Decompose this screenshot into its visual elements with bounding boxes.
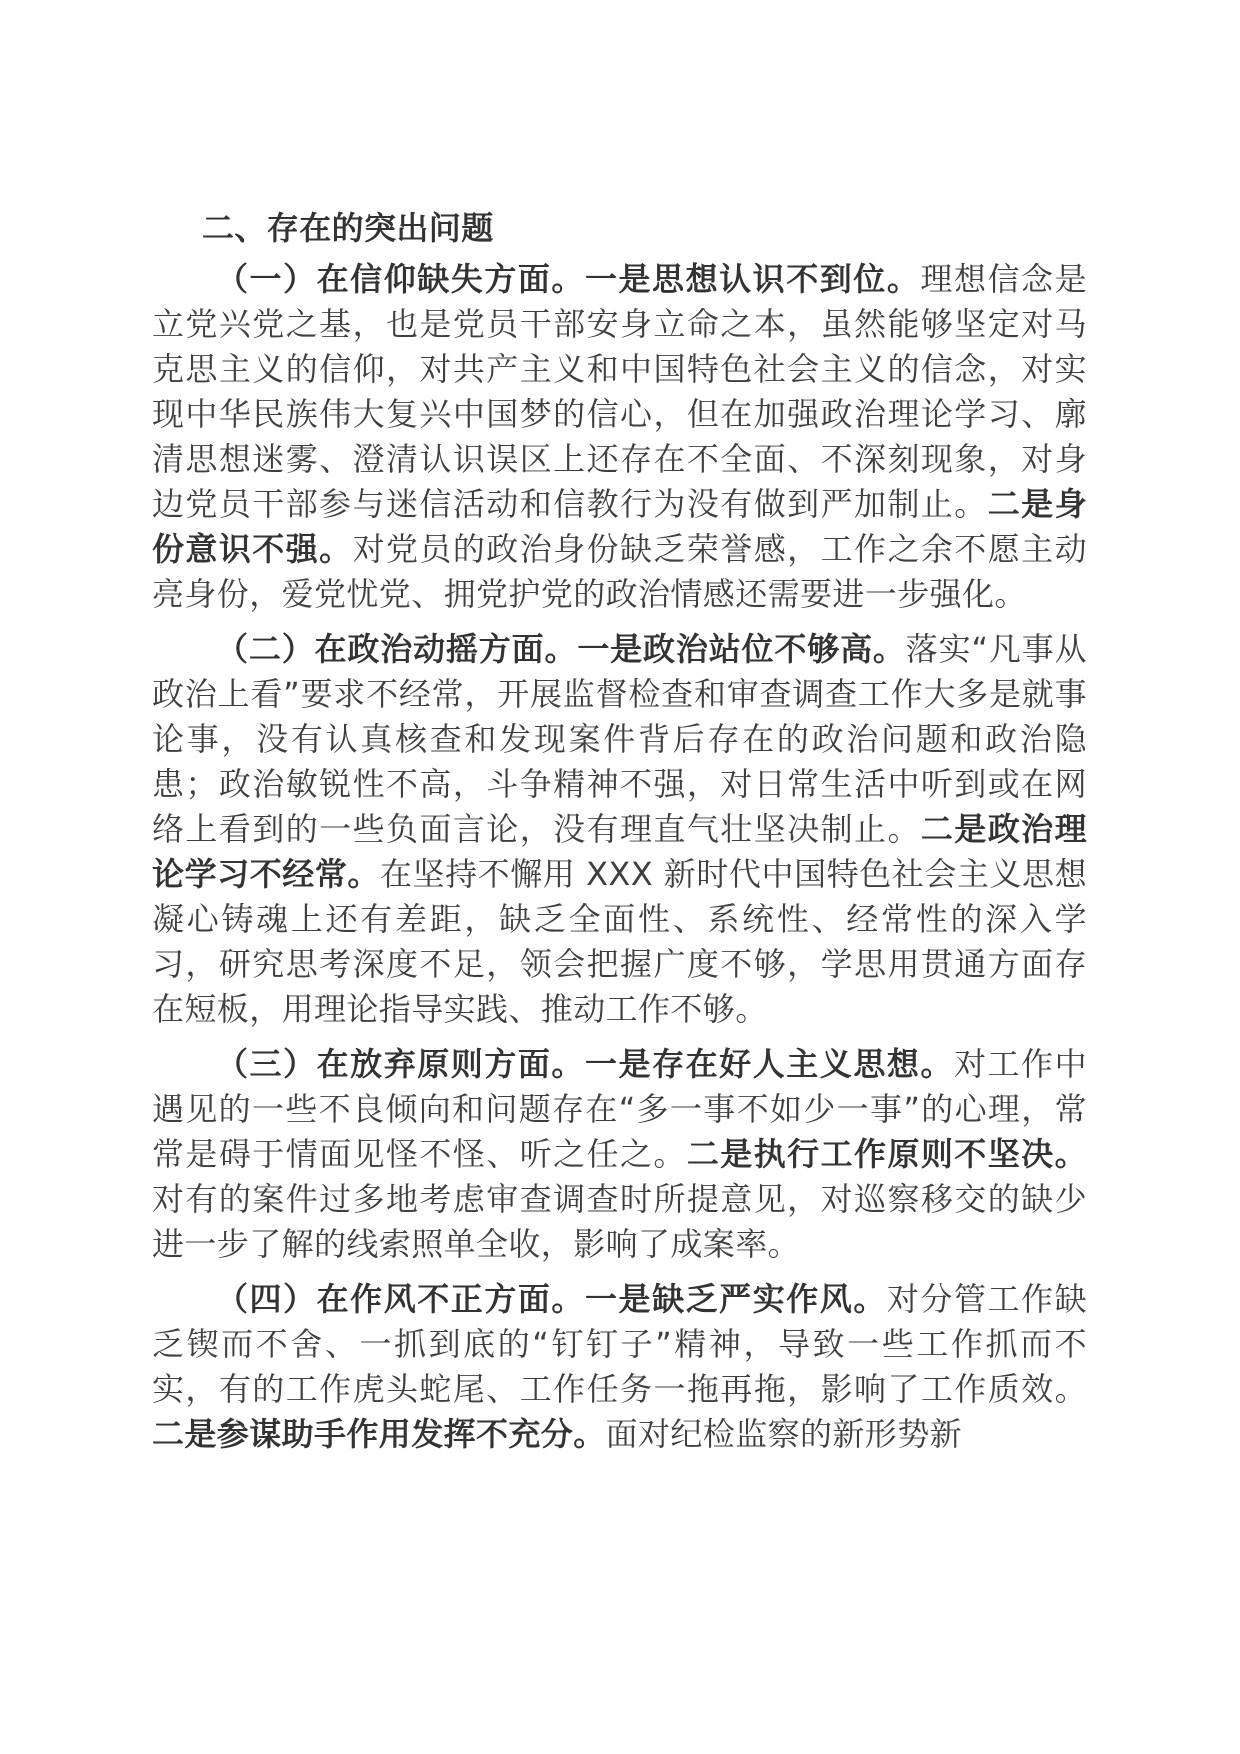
point-two-text: 面对纪检监察的新形势新 — [605, 1415, 963, 1453]
paragraph-faith — [152, 257, 1087, 617]
point-two-label: 二是身份意识不强。 — [152, 485, 1087, 568]
document-body — [152, 206, 1087, 1467]
paragraph-title: （一）在信仰缺失方面。 — [216, 260, 585, 298]
point-two-text: 对有的案件过多地考虑审查调查时所提意见，对巡察移交的缺少进一步了解的线索照单全收，影响了成案率。 — [152, 1180, 1087, 1263]
point-one-text: 理想信念是立党兴党之基，也是党员干部安身立命之本，虽然能够坚定对马克思主义的信仰，对共产主义和中国特色社会主义的信念，对实现中华民族伟大复兴中国梦的信心，但在加强政治理论学习、廓清思想迷雾、澄清认识误区上还存在不全面、不深刻现象，对身边党员干部参与迷信活动和信教行为没有做到严加制止。 — [152, 260, 1087, 523]
point-one-text: 对工作中遇见的一些不良倾向和问题存在“多一事不如少一事”的心理，常常是碍于情面见怪不怪、听之任之。 — [152, 1045, 1087, 1173]
paragraph-principles — [152, 1042, 1087, 1267]
point-two-text: 对党员的政治身份缺乏荣誉感，工作之余不愿主动亮身份，爱党忧党、拥党护党的政治情感还需要进一步强化。 — [152, 530, 1087, 613]
point-two-label: 二是政治理论学习不经常。 — [152, 810, 1087, 893]
paragraph-work-style — [152, 1277, 1087, 1457]
point-two-text: 在坚持不懈用 XXX 新时代中国特色社会主义思想凝心铸魂上还有差距，缺乏全面性、系统性、经常性的深入学习，研究思考深度不足，领会把握广度不够，学思用贯通方面存在短板，用理论指导实践、推动工作不够。 — [152, 855, 1087, 1028]
point-two-label: 二是执行工作原则不坚决。 — [686, 1135, 1087, 1173]
point-two-label: 二是参谋助手作用发挥不充分。 — [152, 1415, 606, 1453]
paragraph-title: （二）在政治动摇方面。 — [216, 630, 578, 668]
paragraph-title: （三）在放弃原则方面。 — [216, 1045, 585, 1083]
paragraph-politics — [152, 627, 1087, 1032]
point-one-text: 对分管工作缺乏锲而不舍、一抓到底的“钉钉子”精神，导致一些工作抓而不实，有的工作虎头蛇尾、工作任务一拖再拖，影响了工作质效。 — [152, 1280, 1087, 1408]
section-heading: 二、存在的突出问题 — [202, 209, 494, 247]
point-one-label: 一是政治站位不够高。 — [577, 630, 906, 668]
point-one-label: 一是缺乏严实作风。 — [584, 1280, 887, 1318]
paragraph-title: （四）在作风不正方面。 — [216, 1280, 585, 1318]
point-one-label: 一是思想认识不到位。 — [584, 260, 921, 298]
point-one-text: 落实“凡事从政治上看”要求不经常，开展监督检查和审查调查工作大多是就事论事，没有认真核查和发现案件背后存在的政治问题和政治隐患；政治敏锐性不高，斗争精神不强，对日常生活中听到或在网络上看到的一些负面言论，没有理直气壮坚决制止。 — [152, 630, 1087, 848]
point-one-label: 一是存在好人主义思想。 — [584, 1045, 954, 1083]
